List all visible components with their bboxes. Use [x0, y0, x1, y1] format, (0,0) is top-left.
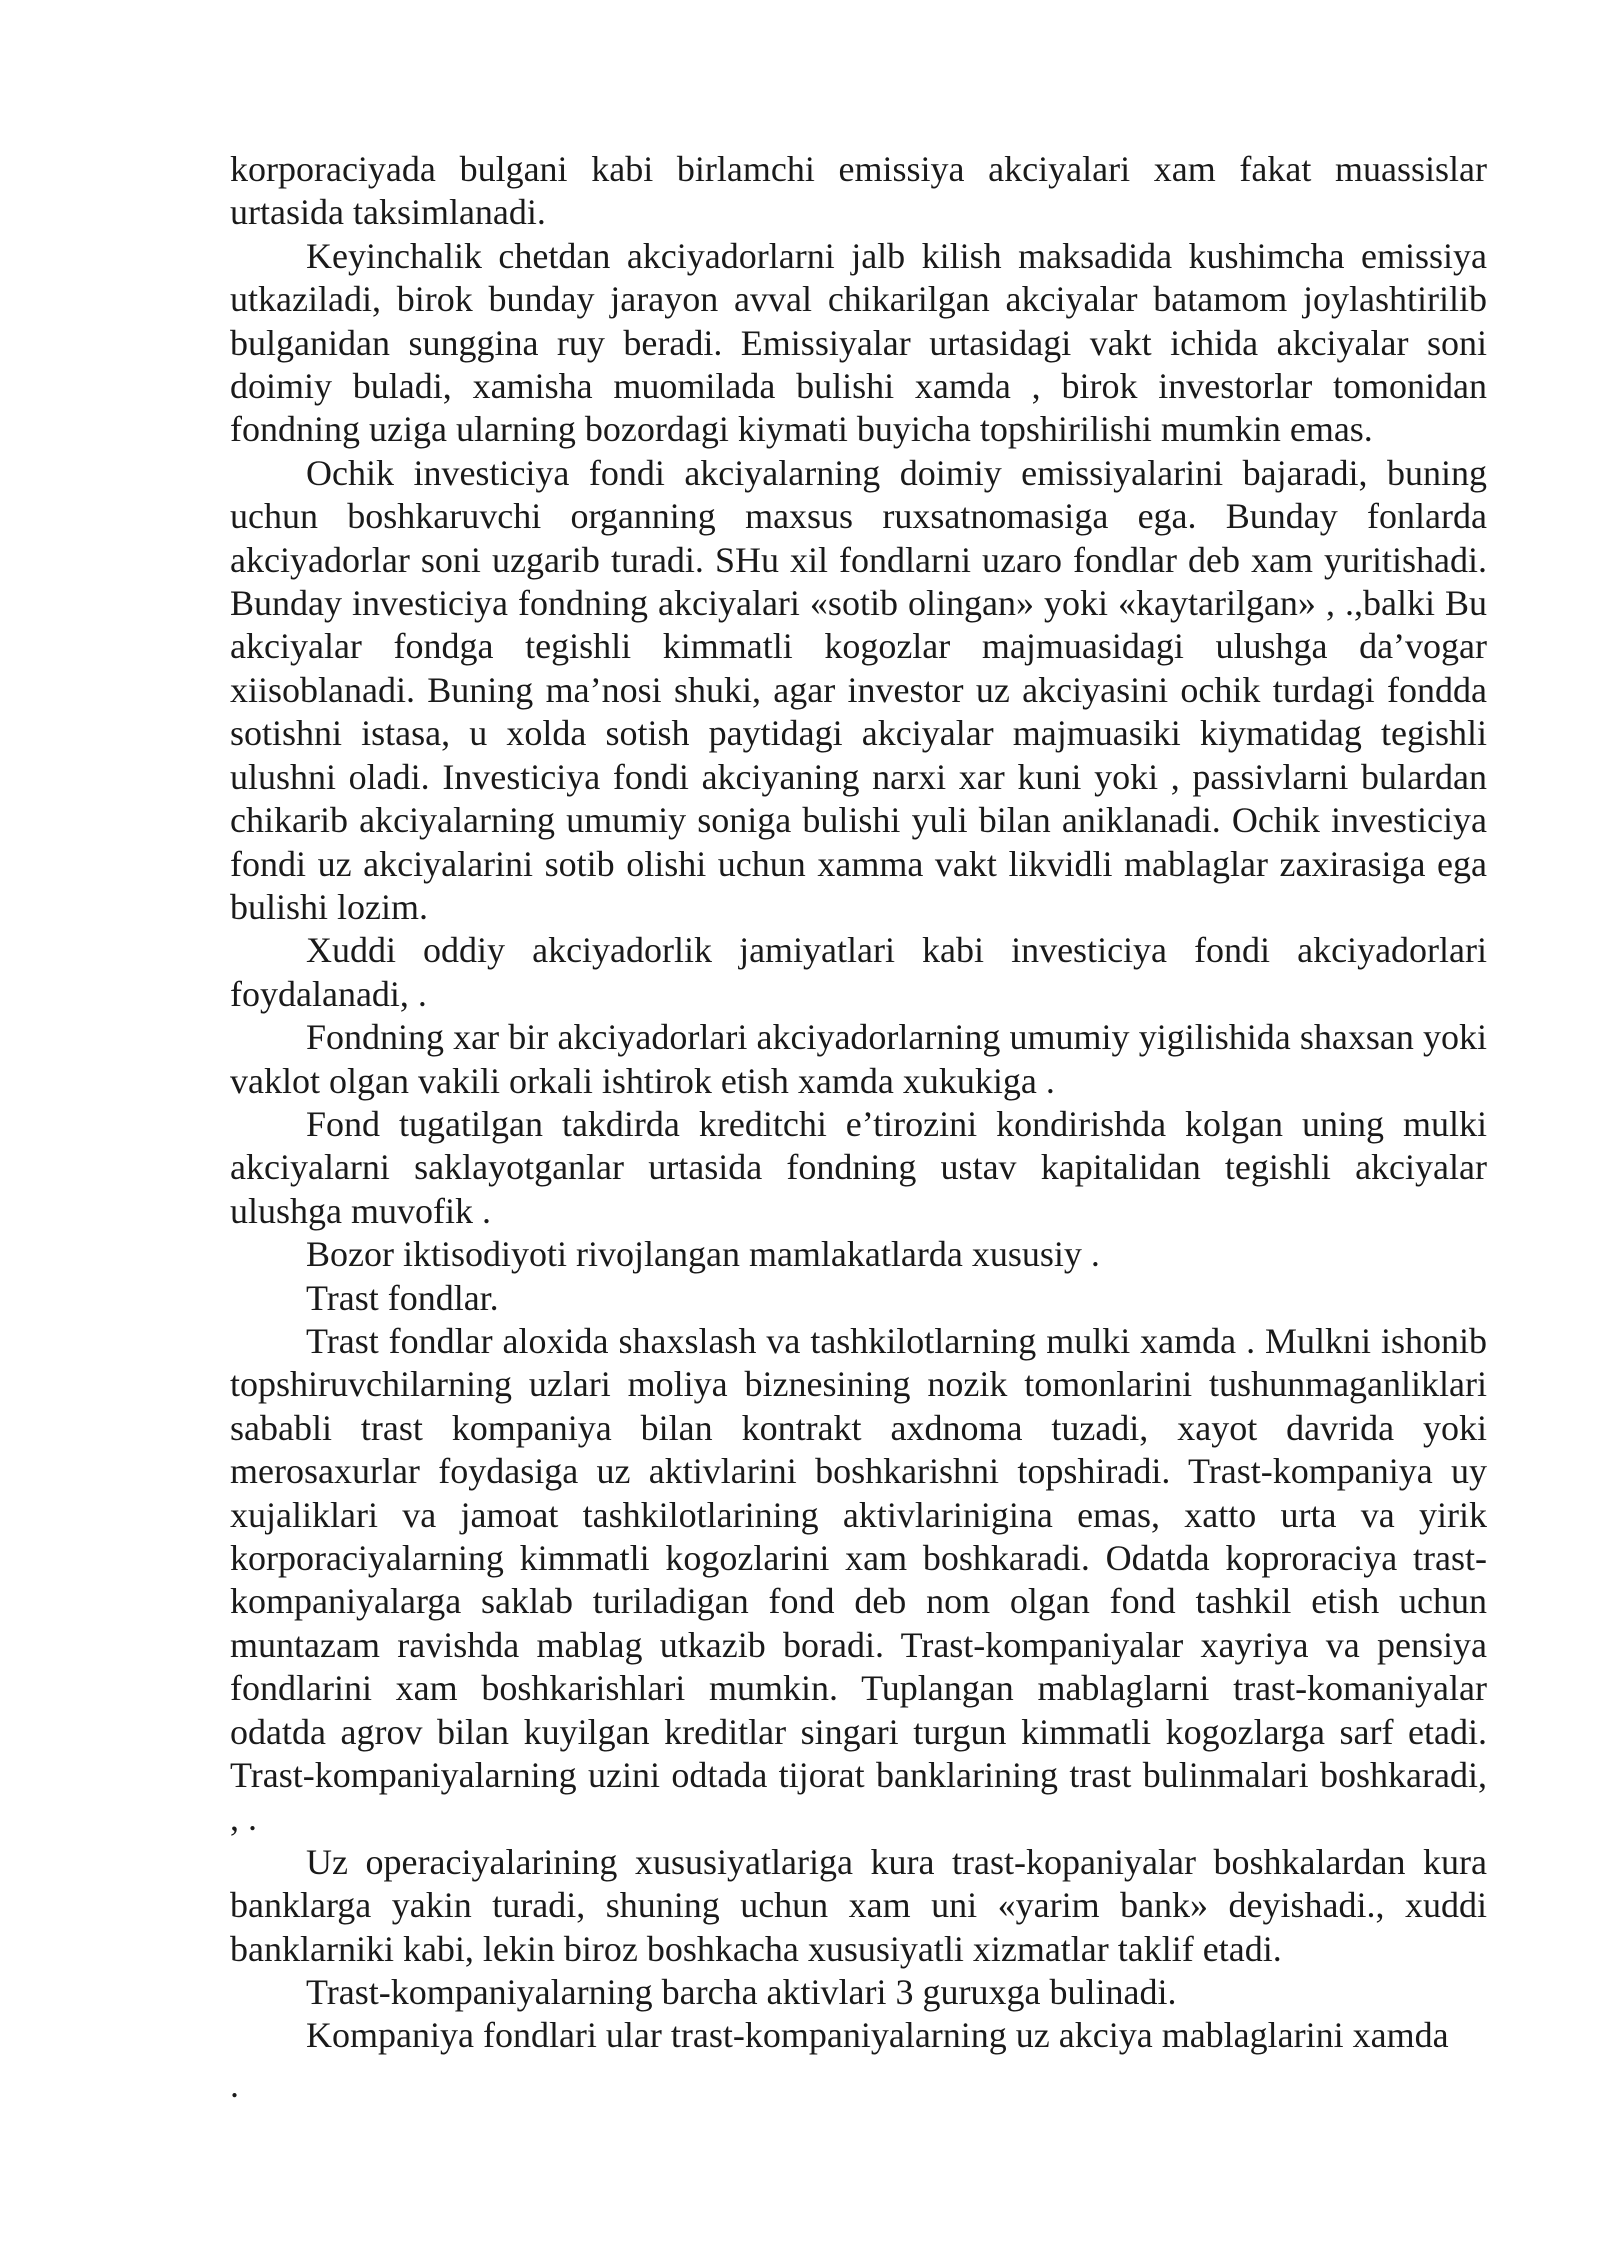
paragraph-3: Ochik investiciya fondi akciyalarning doimiy emissiyalarini bajaradi, buning uchun boshkaruvchi organning maxsus ruxsatnomasiga ega. Bunday fonlarda akciyadorlar soni uzgarib turadi. SHu xil fondlarni uzaro fondlar deb xam yuritishadi. Bunday investiciya fondning akciyalari «sotib olingan» yoki «kaytarilgan» , .,balki Bu akciyalar fondga tegishli kimmatli kogozlar majmuasidagi ulushga da’vogar xiisoblanadi. Buning ma’nosi shuki, agar investor uz akciyasini ochik turdagi fondda sotishni istasa, u xolda sotish paytidagi akciyalar majmuasiki kiymatidag tegishli ulushni oladi. Investiciya fondi akciyaning narxi xar kuni yoki , passivlarni bulardan chikarib akciyalarning umumiy soniga bulishi yuli bilan aniklanadi. Ochik investiciya fondi uz akciyalarini sotib olishi uchun xamma vakt likvidli mablaglar zaxirasiga ega bulishi lozim. — [230, 452, 1487, 927]
paragraph-12: Kompaniya fondlari ular trast-kompaniyalarning uz akciya mablaglarini xamda — [306, 2015, 1449, 2056]
paragraph-8: Trast fondlar. — [306, 1277, 499, 1318]
paragraph-5: Fondning xar bir akciyadorlari akciyadorlarning umumiy yigilishida shaxsan yoki vaklot olgan vakili orkali ishtirok etish xamda xukukiga . — [230, 1017, 1487, 1101]
paragraph-2: Keyinchalik chetdan akciyadorlarni jalb kilish maksadida kushimcha emissiya utkaziladi, birok bunday jarayon avval chikarilgan akciyalar batamom joylashtirilib bulganidan sunggina ruy beradi. Emissiyalar urtasidagi vakt ichida akciyalar soni doimiy buladi, xamisha muomilada bulishi xamda , birok investorlar tomonidan fondning uziga ularning bozordagi kiymati buyicha topshirilishi mumkin emas. — [230, 235, 1487, 450]
paragraph-4: Xuddi oddiy akciyadorlik jamiyatlari kabi investiciya fondi akciyadorlari foydalanadi, . — [230, 930, 1487, 1014]
paragraph-7: Bozor iktisodiyoti rivojlangan mamlakatlarda xususiy . — [306, 1234, 1100, 1275]
paragraph-6: Fond tugatilgan takdirda kreditchi e’tirozini kondirishda kolgan uning mulki akciyalarni saklayotganlar urtasida fondning ustav kapitalidan tegishli akciyalar ulushga muvofik . — [230, 1103, 1487, 1231]
paragraph-9: Trast fondlar aloxida shaxslash va tashkilotlarning mulki xamda . Mulkni ishonib topshiruvchilarning uzlari moliya biznesining nozik tomonlarini tushunmaganliklari sababli trast kompaniya bilan kontrakt axdnoma tuzadi, xayot davrida yoki merosaxurlar foydasiga uz aktivlarini boshkarishni topshiradi. Trast-kompaniya uy xujaliklari va jamoat tashkilotlarining aktivlarinigina emas, xatto urta va yirik korporaciyalarning kimmatli kogozlarini xam boshkaradi. Odatda koproraciya trast-kompaniyalarga saklab turiladigan fond deb nom olgan fond tashkil etish uchun muntazam ravishda mablag utkazib boradi. Trast-kompaniyalar xayriya va pensiya fondlarini xam boshkarishlari mumkin. Tuplangan mablaglarni trast-komaniyalar odatda agrov bilan kuyilgan kreditlar singari turgun kimmatli kogozlarga sarf etadi. Trast-kompaniyalarning uzini odtada tijorat banklarining trast bulinmalari boshkaradi, , . — [230, 1320, 1487, 1839]
paragraph-10: Uz operaciyalarining xususiyatlariga kura trast-kopaniyalar boshkalardan kura banklarga yakin turadi, shuning uchun xam uni «yarim bank» deyishadi., xuddi banklarniki kabi, lekin biroz boshkacha xususiyatli xizmatlar taklif etadi. — [230, 1841, 1487, 1969]
trailing-mark: . — [230, 2065, 239, 2105]
document-body — [230, 148, 1487, 2058]
paragraph-1: korporaciyada bulgani kabi birlamchi emissiya akciyalari xam fakat muassislar urtasida taksimlanadi. — [230, 149, 1487, 233]
paragraph-11: Trast-kompaniyalarning barcha aktivlari 3 guruxga bulinadi. — [306, 1972, 1177, 2013]
